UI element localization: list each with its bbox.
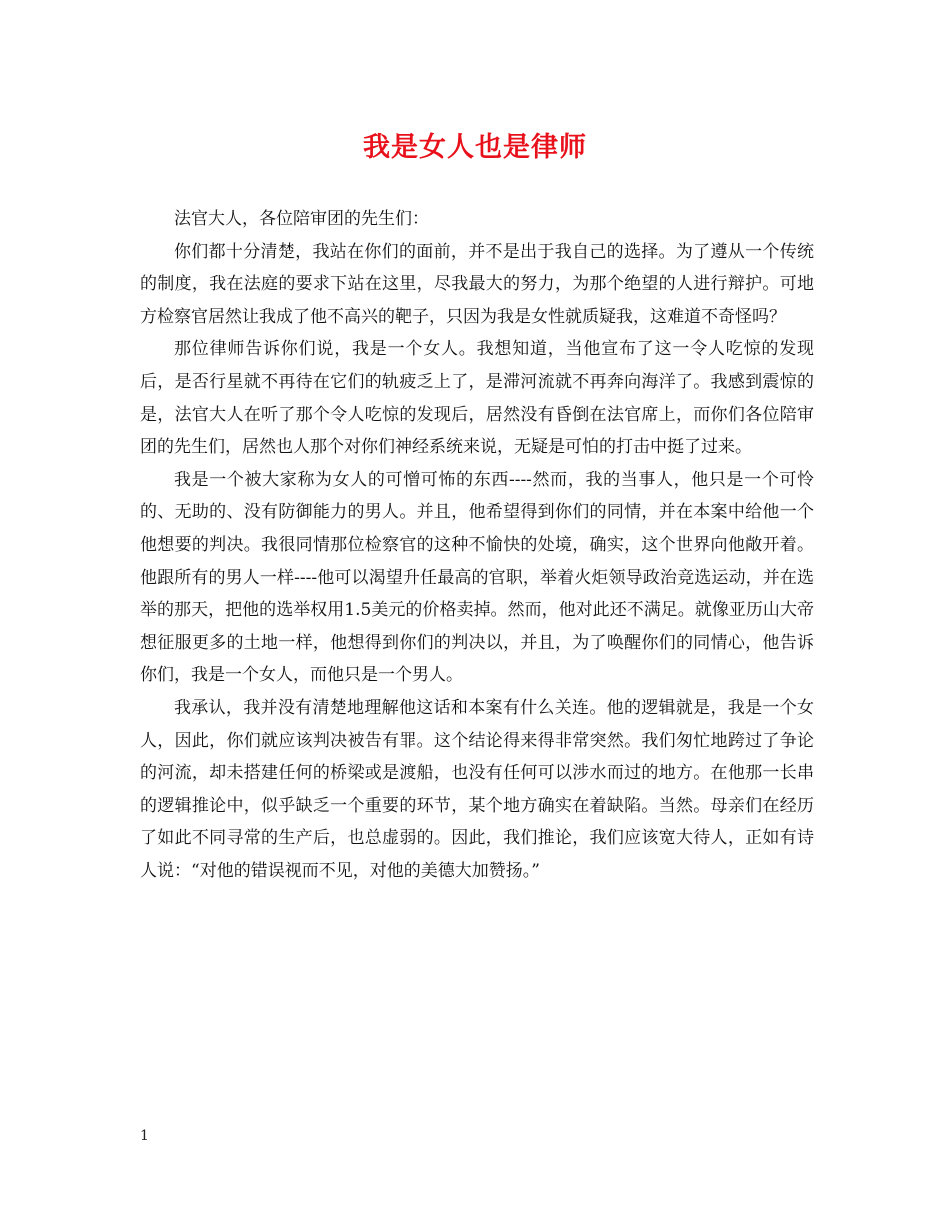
paragraph-4: 我承认，我并没有清楚地理解他这话和本案有什么关连。他的逻辑就是，我是一个女人，因此，你们就应该判决被告有罪。这个结论得来得非常突然。我们匆忙地跨过了争论的河流，却未搭建任何的桥梁或是渡船，也没有任何可以涉水而过的地方。在他那一长串的逻辑推论中，似乎缺乏一个重要的环节，某个地方确实在着缺陷。当然。母亲们在经历了如此不同寻常的生产后，也总虚弱的。因此，我们推论，我们应该宽大待人，正如有诗人说：“对他的错误视而不见，对他的美德大加赞扬。”: [140, 697, 814, 881]
paragraph-2: 那位律师告诉你们说，我是一个女人。我想知道，当他宣布了这一令人吃惊的发现后，是否行星就不再待在它们的轨疲乏上了，是滞河流就不再奔向海洋了。我感到震惊的是，法官大人在听了那个令人吃惊的发现后，居然没有昏倒在法官席上，而你们各位陪审团的先生们，居然也人那个对你们神经系统来说，无疑是可怕的打击中挺了过来。: [140, 339, 814, 458]
paragraph-salutation: 法官大人，各位陪审团的先生们：: [174, 209, 429, 229]
document-body: [140, 203, 814, 887]
paragraph-3: 我是一个被大家称为女人的可憎可怖的东西----然而，我的当事人，他只是一个可怜的、无助的、没有防御能力的男人。并且，他希望得到你们的同情，并在本案中给他一个他想要的判决。我很同情那位检察官的这种不愉快的处境，确实，这个世界向他敞开着。他跟所有的男人一样----他可以渴望升任最高的官职，举着火炬领导政治竞选运动，并在选举的那天，把他的选举权用1.5美元的价格卖掉。然而，他对此还不满足。就像亚历山大帝想征服更多的土地一样，他想得到你们的判决以，并且，为了唤醒你们的同情心，他告诉你们，我是一个女人，而他只是一个男人。: [140, 469, 814, 686]
paragraph-1: 你们都十分清楚，我站在你们的面前，并不是出于我自己的选择。为了遵从一个传统的制度，我在法庭的要求下站在这里，尽我最大的努力，为那个绝望的人进行辩护。可地方检察官居然让我成了他不高兴的靶子，只因为我是女性就质疑我，这难道不奇怪吗？: [140, 241, 814, 327]
document-title: 我是女人也是律师: [363, 132, 587, 163]
page-number: 1: [140, 1128, 149, 1144]
